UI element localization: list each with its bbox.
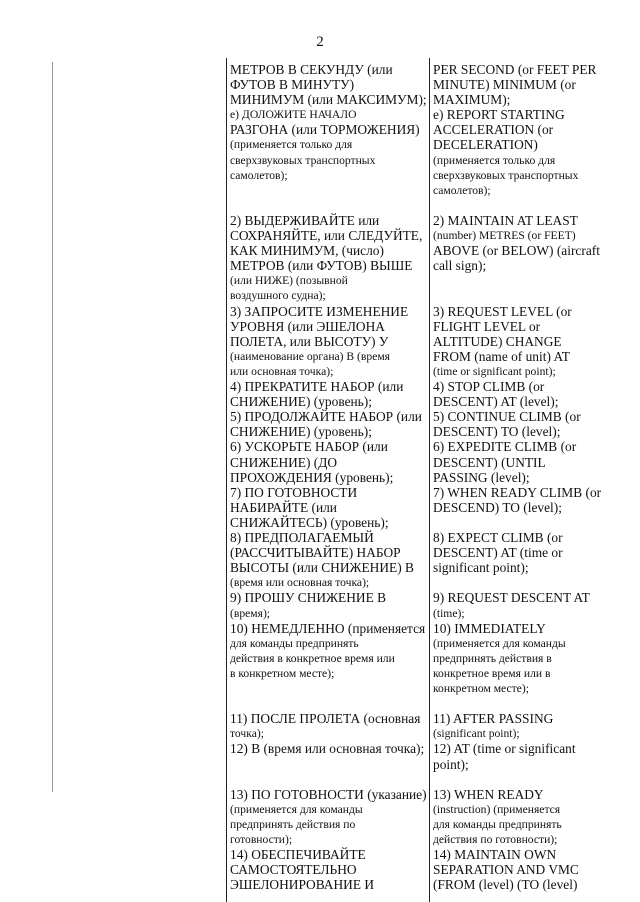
- ru-line: (время);: [230, 606, 271, 620]
- ru-line: ПРОХОЖДЕНИЯ (уровень);: [230, 469, 394, 485]
- ru-line: УРОВНЯ (или ЭШЕЛОНА: [230, 318, 385, 334]
- ru-line: готовности);: [230, 832, 293, 846]
- en-line: call sign);: [433, 258, 487, 274]
- ru-line: РАЗГОНА (или ТОРМОЖЕНИЯ): [230, 122, 420, 138]
- ru-line: МИНИМУМ (или МАКСИМУМ);: [230, 92, 427, 108]
- ru-line: сверхзвуковых транспортных: [230, 153, 376, 167]
- ru-line: для команды предпринять: [230, 636, 359, 650]
- en-line: (number) METRES (or FEET): [433, 229, 576, 243]
- ru-line: воздушного судна);: [230, 289, 326, 303]
- ru-line: предпринять действия по: [230, 817, 356, 831]
- ru-line: 12) В (время или основная точка);: [230, 741, 425, 757]
- ru-entry: [230, 741, 430, 771]
- ru-line: 6) УСКОРЬТЕ НАБОР (или: [230, 439, 388, 455]
- ru-line: НАБИРАЙТЕ (или: [230, 499, 337, 515]
- scan-edge-line: [52, 62, 53, 792]
- en-line: 12) AT (time or significant: [433, 741, 576, 757]
- ru-line: 13) ПО ГОТОВНОСТИ (указание): [230, 786, 427, 802]
- en-entry: [433, 621, 601, 697]
- en-line: для команды предпринять: [433, 817, 562, 831]
- ru-line: (применяется для команды: [230, 802, 363, 816]
- en-line: конкретном месте);: [433, 682, 529, 695]
- en-entry: [433, 530, 601, 590]
- en-entry: [433, 787, 601, 847]
- en-entry: [433, 590, 601, 620]
- ru-entry: [230, 621, 430, 697]
- en-line: (time or significant point);: [433, 364, 556, 378]
- en-entry: [433, 213, 601, 304]
- en-line: (FROM (level) (TO (level): [433, 877, 578, 893]
- ru-entry: [230, 213, 430, 304]
- ru-line: ВЫСОТЫ (или СНИЖЕНИЕ) В: [230, 560, 414, 576]
- ru-entry: [230, 485, 430, 530]
- ru-entry: [230, 711, 430, 741]
- russian-column: [230, 62, 430, 892]
- ru-entry: [230, 409, 430, 439]
- ru-line: (применяется только для: [230, 138, 353, 152]
- en-line: MAXIMUM);: [433, 92, 511, 108]
- ru-line: ПОЛЕТА, или ВЫСОТУ) У: [230, 333, 389, 349]
- en-entry: [433, 304, 601, 380]
- en-line: ALTITUDE) CHANGE: [433, 333, 562, 349]
- en-entry: [433, 62, 601, 198]
- ru-entry: [230, 787, 430, 847]
- ru-line: 14) ОБЕСПЕЧИВАЙТЕ: [230, 847, 366, 863]
- en-line: конкретное время или в: [433, 666, 551, 680]
- ru-line: ФУТОВ В МИНУТУ): [230, 77, 355, 93]
- en-entry: [433, 409, 601, 439]
- ru-line: МЕТРОВ (или ФУТОВ) ВЫШЕ: [230, 258, 413, 274]
- en-line: (применяется для команды: [433, 636, 566, 650]
- en-line: 9) REQUEST DESCENT AT: [433, 590, 590, 606]
- en-line: 10) IMMEDIATELY: [433, 620, 546, 636]
- ru-line: (РАССЧИТЫВАЙТЕ) НАБОР: [230, 545, 401, 561]
- en-line: ABOVE (or BELOW) (aircraft: [433, 243, 600, 259]
- ru-line: (или НИЖЕ) (позывной: [230, 274, 348, 288]
- ru-line: 3) ЗАПРОСИТЕ ИЗМЕНЕНИЕ: [230, 303, 409, 319]
- en-line: PASSING (level);: [433, 469, 530, 485]
- ru-line: действия в конкретное время или: [230, 651, 395, 665]
- ru-entry: [230, 590, 430, 620]
- en-line: SEPARATION AND VMC: [433, 862, 579, 878]
- en-entry: [433, 847, 601, 892]
- ru-line: СНИЖЕНИЕ) (уровень);: [230, 394, 372, 410]
- en-line: MINUTE) MINIMUM (or: [433, 77, 576, 93]
- en-entry: [433, 711, 601, 741]
- en-entry: [433, 741, 601, 771]
- ru-line: ЭШЕЛОНИРОВАНИЕ И: [230, 877, 375, 893]
- en-line: (significant point);: [433, 727, 520, 741]
- en-line: (instruction) (применяется: [433, 802, 561, 816]
- english-column: [433, 62, 601, 892]
- en-line: DESCENT) AT (time or: [433, 545, 563, 561]
- en-line: 13) WHEN READY: [433, 786, 544, 802]
- en-line: (применяется только для: [433, 153, 556, 167]
- en-line: 11) AFTER PASSING: [433, 711, 554, 727]
- ru-line: точка);: [230, 727, 264, 741]
- en-line: 2) MAINTAIN AT LEAST: [433, 212, 578, 228]
- en-line: 5) CONTINUE CLIMB (or: [433, 409, 581, 425]
- ru-line: (время или основная точка);: [230, 576, 370, 590]
- en-line: FLIGHT LEVEL or: [433, 318, 541, 334]
- ru-entry: [230, 439, 430, 484]
- ru-line: 8) ПРЕДПОЛАГАЕМЫЙ: [230, 530, 374, 546]
- en-line: предпринять действия в: [433, 651, 552, 665]
- en-line: 4) STOP CLIMB (or: [433, 379, 545, 395]
- en-line: самолетов);: [433, 183, 491, 197]
- en-line: significant point);: [433, 560, 529, 576]
- ru-entry: [230, 379, 430, 409]
- en-line: (time);: [433, 606, 465, 620]
- ru-entry: [230, 304, 430, 380]
- en-entry: [433, 379, 601, 409]
- left-vertical-rule: [226, 58, 227, 902]
- ru-line: 2) ВЫДЕРЖИВАЙТЕ или: [230, 212, 380, 228]
- ru-line: е) ДОЛОЖИТЕ НАЧАЛО: [230, 108, 357, 122]
- ru-line: СНИЖЕНИЕ) (уровень);: [230, 424, 372, 440]
- en-line: действия по готовности);: [433, 832, 558, 846]
- ru-line: СОХРАНЯЙТЕ, или СЛЕДУЙТЕ,: [230, 228, 423, 244]
- page-number: 2: [316, 34, 324, 50]
- en-line: DESCENT) (UNTIL: [433, 454, 546, 470]
- ru-line: 5) ПРОДОЛЖАЙТЕ НАБОР (или: [230, 409, 422, 425]
- en-line: DESCEND) TO (level);: [433, 499, 562, 515]
- en-line: e) REPORT STARTING: [433, 107, 565, 123]
- ru-line: самолетов);: [230, 168, 288, 182]
- ru-line: 9) ПРОШУ СНИЖЕНИЕ В: [230, 590, 387, 606]
- ru-line: СНИЖЕНИЕ) (ДО: [230, 454, 338, 470]
- ru-line: КАК МИНИМУМ, (число): [230, 243, 384, 259]
- ru-line: (наименование органа) В (время: [230, 349, 391, 363]
- en-line: 6) EXPEDITE CLIMB (or: [433, 439, 577, 455]
- en-entry: [433, 485, 601, 530]
- ru-line: 4) ПРЕКРАТИТЕ НАБОР (или: [230, 379, 404, 395]
- ru-entry: [230, 530, 430, 590]
- en-line: 14) MAINTAIN OWN: [433, 847, 557, 863]
- en-line: DECELERATION): [433, 137, 538, 153]
- en-line: 3) REQUEST LEVEL (or: [433, 303, 572, 319]
- en-line: FROM (name of unit) AT: [433, 348, 570, 364]
- en-line: 8) EXPECT CLIMB (or: [433, 530, 563, 546]
- ru-line: или основная точка);: [230, 364, 334, 378]
- ru-line: 10) НЕМЕДЛЕННО (применяется: [230, 620, 426, 636]
- en-line: DESCENT) AT (level);: [433, 394, 559, 410]
- ru-line: 7) ПО ГОТОВНОСТИ: [230, 484, 358, 500]
- ru-line: СНИЖАЙТЕСЬ) (уровень);: [230, 514, 389, 530]
- en-line: ACCELERATION (or: [433, 122, 554, 138]
- en-line: point);: [433, 756, 469, 772]
- en-line: PER SECOND (or FEET PER: [433, 62, 597, 77]
- en-entry: [433, 439, 601, 484]
- ru-line: в конкретном месте);: [230, 666, 335, 680]
- en-line: сверхзвуковых транспортных: [433, 168, 579, 182]
- ru-line: 11) ПОСЛЕ ПРОЛЕТА (основная: [230, 711, 421, 727]
- ru-line: САМОСТОЯТЕЛЬНО: [230, 862, 357, 878]
- ru-entry: [230, 62, 430, 198]
- ru-entry: [230, 847, 430, 892]
- en-line: 7) WHEN READY CLIMB (or: [433, 484, 602, 500]
- en-line: DESCENT) TO (level);: [433, 424, 561, 440]
- ru-line: МЕТРОВ В СЕКУНДУ (или: [230, 62, 393, 77]
